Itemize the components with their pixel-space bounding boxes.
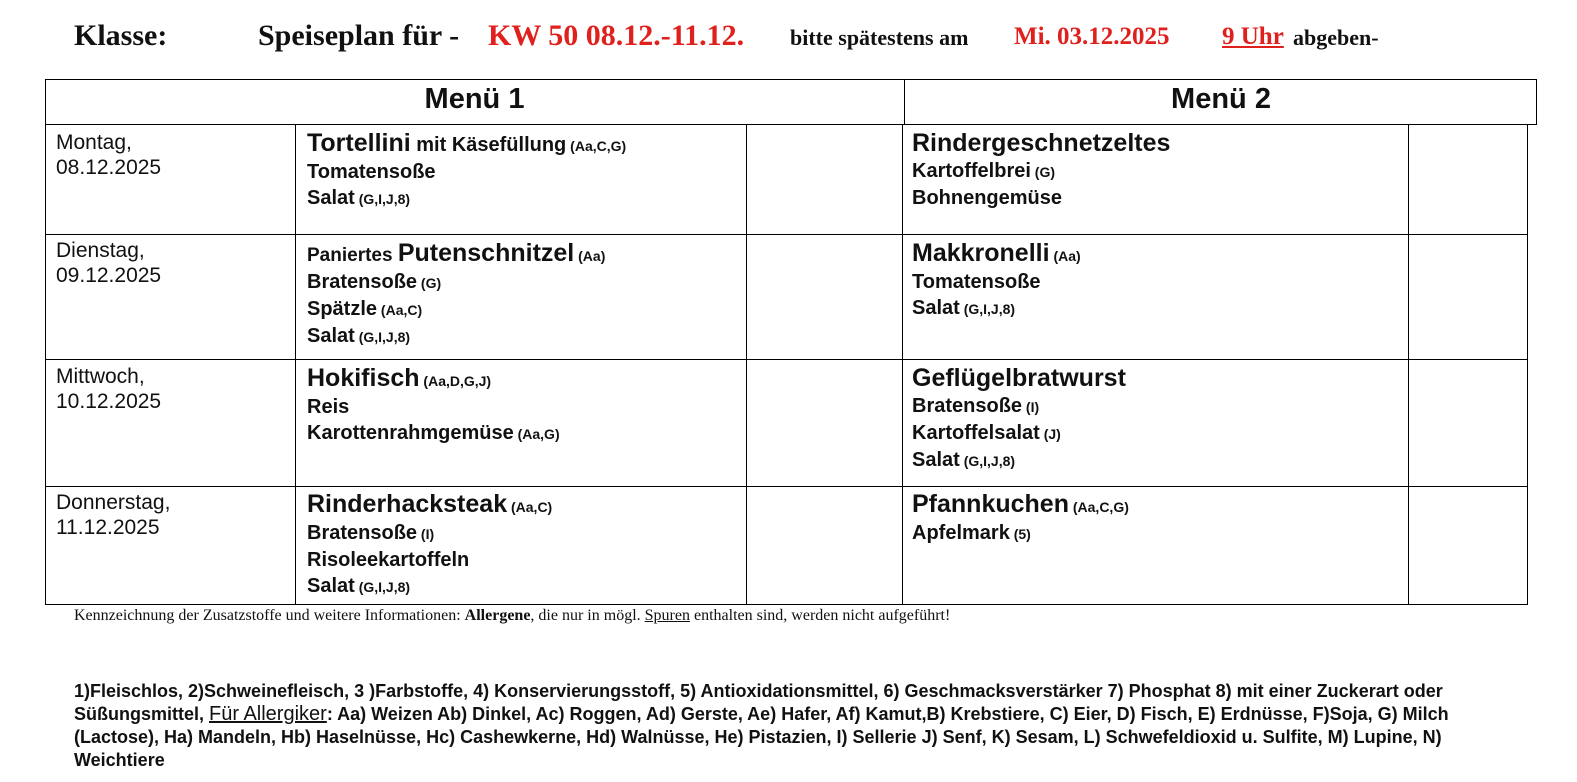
legend-additives: 1)Fleischlos, 2)Schweinefleisch, 3 )Farbstoffe, 4) Konservierungsstoff, 5) Antioxidationsmittel, 6) Geschmacksverstärker 7) Phosphat 8) mit einer Zuckerart oder Süßungsmittel, — [74, 681, 1443, 724]
dish-line — [307, 185, 626, 212]
dish-part: Geflügelbratwurst — [912, 364, 1126, 392]
menu-1-heading: Menü 1 — [424, 83, 525, 115]
note-text: Kennzeichnung der Zusatzstoffe und weitere Informationen: — [74, 607, 465, 624]
additives-note — [74, 606, 950, 626]
row-divider — [46, 486, 1527, 487]
dish-line — [912, 393, 1126, 420]
dish-line — [912, 185, 1170, 211]
menu-2-heading: Menü 2 — [904, 80, 1537, 124]
day-cell-thursday — [56, 490, 170, 540]
dish-line — [307, 159, 626, 185]
dish-line — [307, 130, 626, 159]
day-name: Donnerstag, — [56, 491, 171, 514]
dish-part: Tortellini — [307, 129, 411, 157]
menu-2-dish-thursday — [912, 491, 1129, 547]
dish-part: Pfannkuchen — [912, 490, 1069, 518]
allergen-code: (G,I,J,8) — [354, 329, 411, 345]
allergen-code: (Aa,C) — [377, 302, 423, 318]
deadline-time: 9 Uhr — [1222, 23, 1284, 50]
dish-line — [307, 520, 552, 547]
dish-part: Hokifisch — [307, 364, 420, 392]
allergen-code: (Aa,C) — [507, 499, 553, 515]
dish-line — [307, 491, 552, 520]
dish-line — [307, 573, 552, 600]
dish-line — [912, 491, 1129, 520]
allergen-code: (G) — [1030, 164, 1056, 180]
dish-line — [307, 394, 560, 420]
header-tail: abgeben- — [1293, 25, 1379, 50]
menu-header-row — [45, 79, 1537, 125]
menu-1-dish-tuesday — [307, 240, 605, 350]
dish-part: Kartoffelsalat — [912, 422, 1040, 444]
legend-allergy-label: Für Allergiker — [209, 703, 327, 725]
day-cell-monday — [56, 130, 161, 180]
dish-line — [307, 240, 605, 269]
dish-part: mit Käsefüllung — [410, 134, 567, 156]
day-name: Dienstag, — [56, 239, 145, 262]
allergen-code: (G) — [417, 275, 442, 291]
dish-line — [912, 365, 1126, 393]
allergen-code: (5) — [1009, 526, 1031, 542]
dish-part: Salat — [307, 325, 355, 347]
row-divider — [46, 234, 1527, 235]
page-header — [74, 14, 1554, 58]
column-divider — [1408, 124, 1409, 604]
dish-line — [307, 547, 552, 573]
dish-part: Rinderhacksteak — [307, 490, 508, 518]
menu-1-dish-thursday — [307, 491, 552, 600]
dish-line — [912, 269, 1081, 295]
allergen-code: (Aa) — [574, 248, 606, 264]
note-text: , die nur in mögl. — [530, 607, 645, 624]
column-divider — [295, 124, 296, 604]
day-date: 10.12.2025 — [56, 390, 162, 413]
dish-line — [912, 420, 1126, 447]
dish-part: Paniertes — [307, 245, 398, 266]
dish-part: Salat — [912, 297, 960, 319]
legend-allergens: : Aa) Weizen Ab) Dinkel, Ac) Roggen, Ad) Gerste, Ae) Hafer, Af) Kamut,B) Krebstiere, C) Eier, D) Fisch, E) Erdnüsse, F)Soja, G) Milch (Lactose), Ha) Mandeln, Hb) Haselnüsse, Hc) Cashewkerne, Hd) Walnüsse, He) Pistazien, I) Sellerie J) Senf, K) Sesam, L) Schwefeldioxid u. Sulfite, M) Lupine, N) Weichtiere — [74, 704, 1449, 770]
dish-part: Bohnengemüse — [912, 187, 1063, 209]
dish-line — [912, 520, 1129, 547]
note-allergene: Allergene — [464, 607, 531, 624]
day-cell-tuesday — [56, 238, 161, 288]
deadline-hint: bitte spätestens am — [790, 25, 969, 50]
column-divider — [902, 124, 903, 604]
dish-line — [307, 323, 605, 350]
page-title: Speiseplan für - — [258, 19, 460, 52]
allergen-code: (I) — [1022, 399, 1040, 415]
dish-part: Bratensoße — [307, 522, 418, 544]
dish-part: Risoleekartoffeln — [307, 549, 470, 571]
menu-2-dish-monday — [912, 130, 1170, 211]
dish-part: Apfelmark — [912, 522, 1010, 544]
day-date: 08.12.2025 — [56, 156, 162, 179]
day-name: Montag, — [56, 131, 132, 154]
note-spuren: Spuren — [644, 607, 690, 624]
menu-2-dish-tuesday — [912, 240, 1081, 322]
dish-part: Bratensoße — [307, 271, 418, 293]
dish-line — [307, 420, 560, 447]
meal-plan-table — [45, 124, 1528, 605]
menu-1-dish-monday — [307, 130, 626, 212]
allergen-code: (G,I,J,8) — [354, 579, 411, 595]
deadline-date: Mi. 03.12.2025 — [1014, 23, 1170, 50]
allergen-legend — [74, 680, 1494, 772]
dish-line — [307, 269, 605, 296]
dish-part: Tomatensoße — [912, 271, 1041, 293]
dish-line — [912, 158, 1170, 185]
allergen-code: (I) — [417, 526, 435, 542]
dish-part: Rindergeschnetzeltes — [912, 129, 1171, 157]
menu-2-dish-wednesday — [912, 365, 1126, 474]
menu-1-dish-wednesday — [307, 365, 560, 447]
dish-part: Bratensoße — [912, 395, 1023, 417]
allergen-code: (Aa,D,G,J) — [419, 373, 492, 389]
dish-part: Salat — [912, 449, 960, 471]
note-text: enthalten sind, werden nicht aufgeführt! — [689, 607, 951, 624]
dish-part: Reis — [307, 396, 350, 418]
dish-part: Karottenrahmgemüse — [307, 422, 514, 444]
dish-line — [912, 240, 1081, 269]
allergen-code: (Aa,C,G) — [1068, 499, 1129, 515]
dish-part: Putenschnitzel — [397, 239, 575, 267]
dish-line — [307, 365, 560, 394]
allergen-code: (G,I,J,8) — [959, 453, 1016, 469]
dish-part: Salat — [307, 575, 355, 597]
dish-part: Kartoffelbrei — [912, 160, 1031, 182]
row-divider — [46, 359, 1527, 360]
day-date: 09.12.2025 — [56, 264, 162, 287]
day-name: Mittwoch, — [56, 365, 145, 388]
week-range: KW 50 08.12.-11.12. — [488, 19, 745, 52]
dish-part: Salat — [307, 187, 355, 209]
allergen-code: (G,I,J,8) — [354, 191, 411, 207]
dish-part: Spätzle — [307, 298, 378, 320]
allergen-code: (J) — [1039, 426, 1061, 442]
allergen-code: (Aa,C,G) — [566, 138, 627, 154]
class-label: Klasse: — [74, 19, 168, 52]
allergen-code: (Aa,G) — [513, 426, 560, 442]
dish-line — [912, 130, 1170, 158]
allergen-code: (Aa) — [1049, 248, 1081, 264]
day-cell-wednesday — [56, 364, 161, 414]
dish-part: Makkronelli — [912, 239, 1050, 267]
dish-part: Tomatensoße — [307, 161, 436, 183]
column-divider — [746, 124, 747, 604]
allergen-code: (G,I,J,8) — [959, 301, 1016, 317]
dish-line — [912, 295, 1081, 322]
dish-line — [307, 296, 605, 323]
dish-line — [912, 447, 1126, 474]
day-date: 11.12.2025 — [56, 516, 160, 539]
